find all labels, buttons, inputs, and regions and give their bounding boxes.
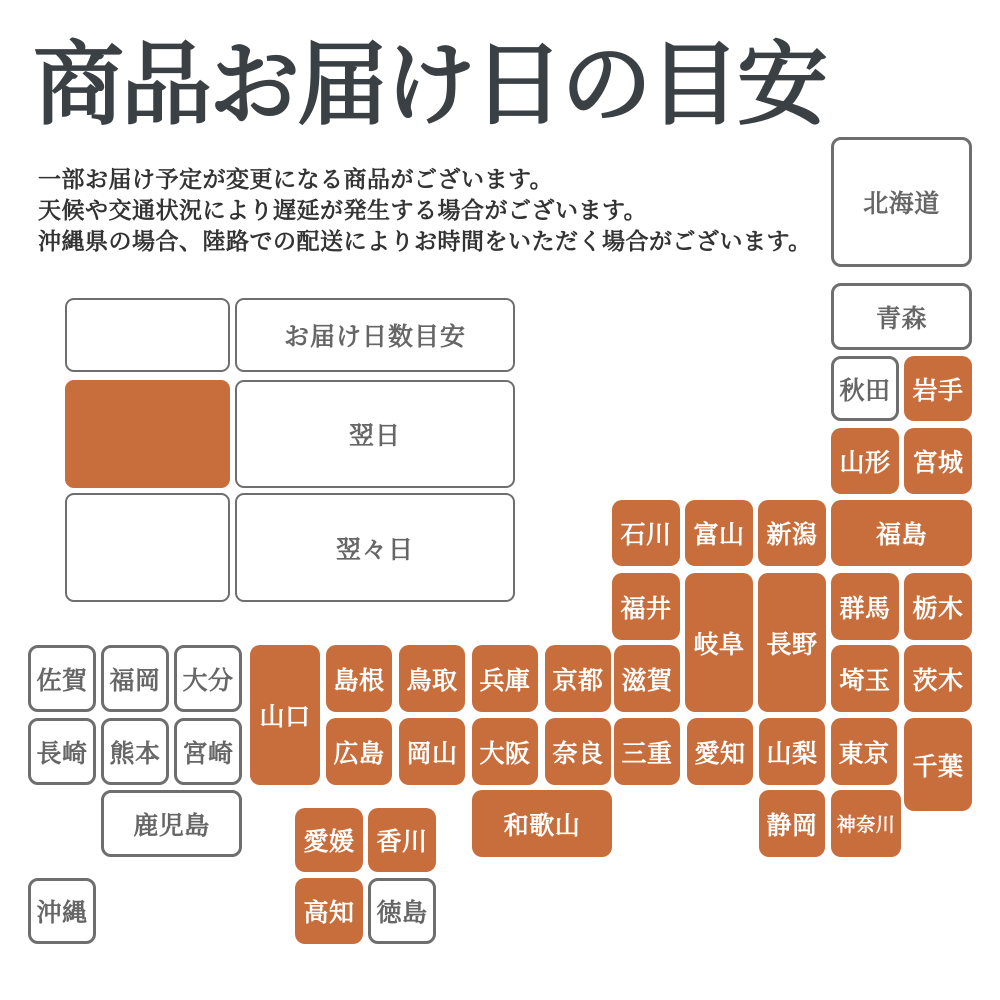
prefecture-box: 島根: [326, 645, 392, 712]
prefecture-box: 鳥取: [399, 645, 465, 712]
prefecture-box: 新潟: [758, 500, 826, 566]
prefecture-box: 栃木: [904, 573, 972, 640]
delivery-notes: [38, 168, 812, 261]
prefecture-box: 岐阜: [685, 573, 753, 712]
prefecture-box: 広島: [326, 718, 392, 785]
prefecture-box: 山形: [831, 428, 899, 494]
legend-swatch-next-day: [65, 380, 230, 488]
legend-label-two-days: 翌々日: [235, 493, 515, 602]
legend-swatch-two-days: [65, 493, 230, 602]
prefecture-box: 長野: [758, 573, 826, 712]
prefecture-box: 北海道: [831, 137, 972, 267]
legend-header-label: お届け日数目安: [235, 298, 515, 372]
prefecture-box: 大分: [174, 645, 242, 712]
prefecture-box: 青森: [831, 283, 972, 350]
note-line: 天候や交通状況により遅延が発生する場合がございます。: [38, 197, 648, 223]
prefecture-box: 奈良: [545, 718, 611, 785]
legend-swatch-header: [65, 298, 230, 372]
prefecture-box: 愛知: [687, 718, 753, 785]
prefecture-box: 茨木: [904, 645, 972, 712]
prefecture-box: 滋賀: [614, 645, 680, 712]
prefecture-box: 大阪: [472, 718, 538, 785]
prefecture-box: 山梨: [759, 718, 825, 785]
prefecture-box: 埼玉: [831, 645, 899, 712]
prefecture-box: 熊本: [101, 718, 169, 785]
prefecture-box: 三重: [614, 718, 680, 785]
prefecture-box: 兵庫: [472, 645, 538, 712]
prefecture-box: 京都: [545, 645, 611, 712]
prefecture-box: 静岡: [759, 790, 825, 857]
page-title: 商品お届け日の目安: [33, 35, 826, 136]
prefecture-box: 長崎: [28, 718, 96, 785]
prefecture-box: 群馬: [831, 573, 899, 640]
prefecture-box: 千葉: [904, 718, 972, 811]
prefecture-box: 東京: [831, 718, 897, 785]
prefecture-box: 佐賀: [28, 645, 96, 712]
note-line: 沖縄県の場合、陸路での配送によりお時間をいただく場合がございます。: [38, 228, 812, 254]
prefecture-box: 宮城: [904, 428, 972, 494]
prefecture-box: 福島: [831, 500, 972, 566]
prefecture-box: 石川: [612, 500, 680, 566]
legend-label-next-day: 翌日: [235, 380, 515, 488]
prefecture-box: 鹿児島: [101, 790, 242, 857]
prefecture-box: 沖縄: [28, 878, 96, 944]
prefecture-box: 山口: [250, 645, 320, 785]
prefecture-box: 福井: [612, 573, 680, 640]
prefecture-box: 香川: [368, 808, 436, 872]
prefecture-box: 神奈川: [831, 790, 901, 857]
prefecture-box: 徳島: [368, 878, 436, 944]
prefecture-box: 秋田: [831, 356, 899, 421]
note-line: 一部お届け予定が変更になる商品がございます。: [38, 166, 554, 192]
prefecture-box: 宮崎: [174, 718, 242, 785]
prefecture-box: 富山: [685, 500, 753, 566]
prefecture-box: 和歌山: [472, 790, 612, 857]
prefecture-box: 高知: [295, 878, 363, 944]
prefecture-box: 福岡: [101, 645, 169, 712]
prefecture-box: 愛媛: [295, 808, 363, 872]
prefecture-box: 岡山: [399, 718, 465, 785]
prefecture-box: 岩手: [904, 356, 972, 421]
